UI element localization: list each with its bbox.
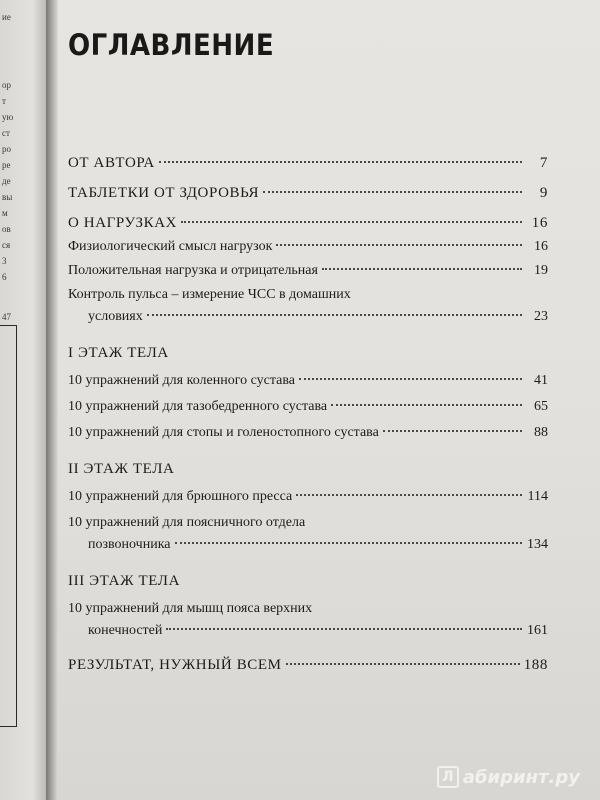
toc-entry: [68, 212, 548, 234]
section-heading: III ЭТАЖ ТЕЛА: [68, 573, 181, 589]
adjacent-text: 6: [2, 272, 7, 282]
toc-entry-title-continued: конечностей: [88, 623, 163, 638]
toc-entry: [68, 182, 548, 204]
adjacent-text: ре: [2, 160, 11, 170]
toc-page-number: 88: [534, 425, 548, 440]
adjacent-text: де: [2, 176, 11, 186]
toc-page-number: 9: [539, 185, 548, 201]
adjacent-text: ся: [2, 240, 11, 250]
toc-page-number: 16: [531, 215, 548, 231]
leader-dots: [383, 430, 522, 432]
section-heading: I ЭТАЖ ТЕЛА: [68, 345, 169, 361]
leader-dots: [159, 161, 522, 163]
page-title: ОГЛАВЛЕНИЕ: [68, 28, 275, 62]
toc-entry-title-continued: позвоночника: [88, 537, 171, 552]
toc-page-number: 19: [534, 263, 548, 278]
adjacent-frame: [0, 325, 17, 727]
leader-dots: [181, 221, 522, 223]
toc-entry: [68, 534, 548, 556]
toc-page-number: 23: [534, 309, 548, 324]
toc-entry-title: Контроль пульса – измерение ЧСС в домашних: [68, 287, 351, 302]
toc-entry: [68, 620, 548, 642]
toc-entry: [68, 654, 548, 676]
toc-page-number: 41: [534, 373, 548, 388]
toc-entry-title: 10 упражнений для брюшного пресса: [68, 489, 293, 504]
toc-entry: [68, 396, 548, 418]
toc-entry: [68, 260, 548, 282]
toc-page-number: 65: [534, 399, 548, 414]
adjacent-text: ов: [2, 224, 11, 234]
toc-entry: [68, 306, 548, 328]
section-heading: II ЭТАЖ ТЕЛА: [68, 461, 175, 477]
leader-dots: [276, 244, 522, 246]
adjacent-text: м: [2, 208, 8, 218]
watermark: [437, 766, 580, 788]
toc-entry-title: ОТ АВТОРА: [68, 155, 155, 171]
toc-page-number: 114: [527, 489, 548, 504]
leader-dots: [166, 628, 522, 630]
leader-dots: [286, 663, 520, 665]
toc-entry-title: ТАБЛЕТКИ ОТ ЗДОРОВЬЯ: [68, 185, 260, 201]
toc-page-number: 188: [523, 657, 548, 673]
toc-entry-title: 10 упражнений для тазобедренного сустава: [68, 399, 328, 414]
leader-dots: [263, 191, 522, 193]
toc-entry: [68, 486, 548, 508]
adjacent-text: 3: [2, 256, 7, 266]
adjacent-text: ие: [2, 12, 11, 22]
toc-entry-title: РЕЗУЛЬТАТ, НУЖНЫЙ ВСЕМ: [68, 657, 282, 673]
adjacent-text: вы: [2, 192, 13, 202]
book-gutter: [46, 0, 58, 800]
toc-entry-title-continued: условиях: [88, 309, 143, 324]
table-of-contents: [68, 152, 548, 676]
leader-dots: [299, 378, 522, 380]
leader-dots: [175, 542, 523, 544]
adjacent-text: т: [2, 96, 6, 106]
toc-entry-title: 10 упражнений для стопы и голеностопного сустава: [68, 425, 379, 440]
toc-entry: [68, 370, 548, 392]
toc-entry-title: 10 упражнений для поясничного отдела: [68, 515, 306, 530]
toc-entry: [68, 236, 548, 258]
toc-entry: [68, 152, 548, 174]
toc-page-number: 161: [527, 623, 548, 638]
toc-entry: [68, 422, 548, 444]
toc-entry-title: 10 упражнений для коленного сустава: [68, 373, 295, 388]
leader-dots: [322, 268, 522, 270]
toc-page-number: 7: [539, 155, 548, 171]
adjacent-text: ую: [2, 112, 14, 122]
leader-dots: [296, 494, 522, 496]
toc-page-number: 16: [534, 239, 548, 254]
toc-entry-title: Положительная нагрузка и отрицательная: [68, 263, 318, 278]
adjacent-text: ст: [2, 128, 10, 138]
toc-entry-title: 10 упражнений для мышц пояса верхних: [68, 601, 313, 616]
adjacent-text: 47: [2, 312, 11, 322]
watermark-logo-icon: Л: [437, 766, 459, 788]
toc-page-number: 134: [527, 537, 548, 552]
leader-dots: [147, 314, 522, 316]
toc-entry-title: Физиологический смысл нагрузок: [68, 239, 273, 254]
adjacent-text: ро: [2, 144, 11, 154]
watermark-text: абиринт.ру: [462, 766, 580, 788]
adjacent-page: [0, 0, 46, 800]
toc-entry-title: О НАГРУЗКАХ: [68, 215, 178, 231]
adjacent-text: ор: [2, 80, 11, 90]
leader-dots: [331, 404, 522, 406]
